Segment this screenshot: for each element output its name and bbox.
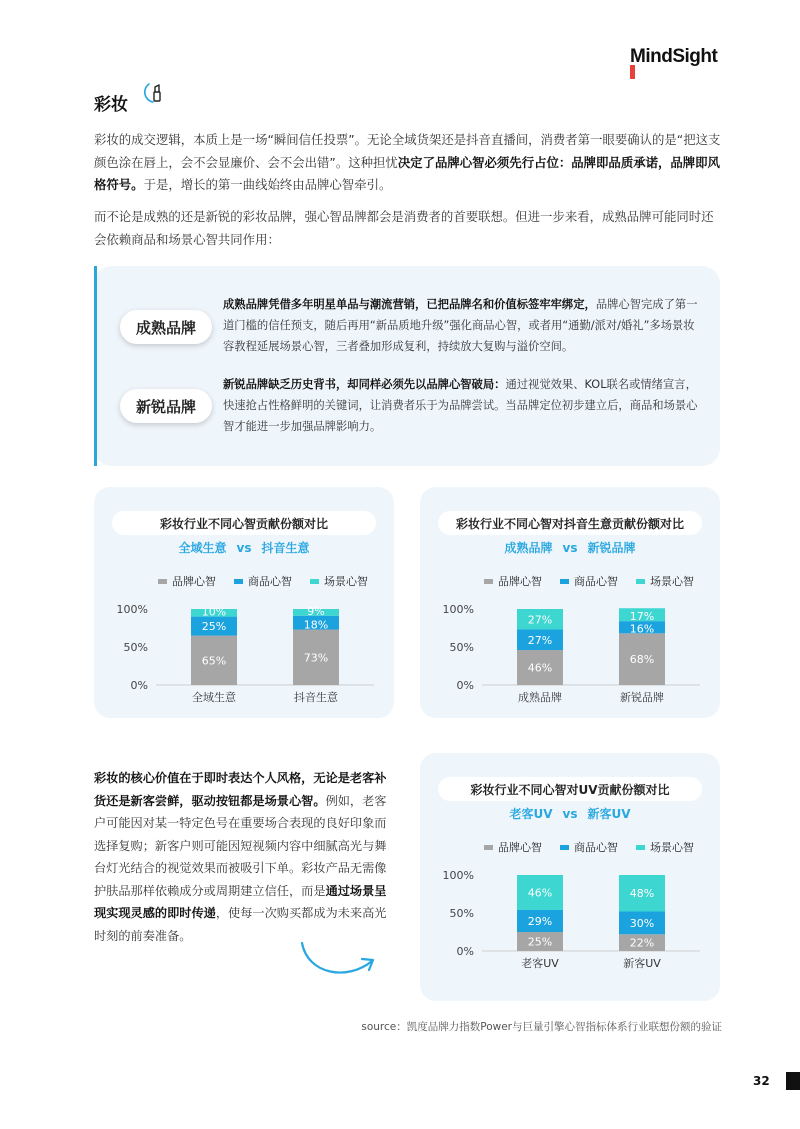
chart-card-old-vs-new-uv bbox=[420, 753, 720, 1001]
legend-swatch bbox=[636, 845, 645, 850]
subtitle-vs: vs bbox=[562, 541, 578, 555]
subtitle-left: 全域生意 bbox=[178, 541, 227, 555]
page-tab-marker bbox=[786, 1072, 800, 1090]
chart-card-all-vs-douyin bbox=[94, 487, 394, 718]
data-label: 22% bbox=[629, 936, 655, 950]
legend-label: 商品心智 bbox=[574, 575, 618, 588]
scene-mind-paragraph bbox=[94, 767, 394, 947]
mature-brand-rest: 品牌心智完成了第一道门槛的信任预支，随后再用“新品质地升级”强化商品心智，或者用“通勤/派对/婚礼”多场景妆容教程延展场景心智，三者叠加形成复利，持续放大复购与溢价空间。 bbox=[223, 298, 698, 353]
data-label: 17% bbox=[629, 610, 655, 624]
legend-swatch bbox=[310, 579, 319, 584]
callout-accent-bar bbox=[94, 266, 97, 466]
mature-brand-description bbox=[223, 294, 701, 357]
data-label: 46% bbox=[527, 661, 553, 675]
legend-swatch bbox=[484, 579, 493, 584]
data-label: 27% bbox=[527, 633, 553, 647]
chart-title: 彩妆行业不同心智贡献份额对比 bbox=[112, 511, 376, 535]
x-tick-label: 新锐品牌 bbox=[620, 691, 664, 704]
intro-run: 决定了品牌心智必须先行占位：品牌即品质承诺，品牌即风格符号。 bbox=[94, 154, 720, 192]
x-tick-label: 新客UV bbox=[623, 957, 661, 970]
subtitle-left: 老客UV bbox=[509, 807, 553, 821]
data-label: 25% bbox=[201, 620, 227, 634]
legend-label: 品牌心智 bbox=[172, 575, 216, 588]
legend-swatch bbox=[560, 845, 569, 850]
x-tick-label: 全域生意 bbox=[192, 691, 236, 704]
data-label: 73% bbox=[303, 651, 329, 665]
legend-swatch bbox=[484, 845, 493, 850]
data-label: 9% bbox=[307, 604, 325, 618]
legend-label: 品牌心智 bbox=[498, 841, 542, 854]
subtitle-right: 新锐品牌 bbox=[587, 541, 636, 555]
subtitle-left: 成熟品牌 bbox=[504, 541, 553, 555]
data-label: 65% bbox=[201, 654, 227, 668]
data-label: 48% bbox=[629, 887, 655, 901]
y-tick-label: 50% bbox=[123, 641, 148, 654]
data-label: 27% bbox=[527, 613, 553, 627]
subtitle-vs: vs bbox=[562, 807, 578, 821]
data-label: 10% bbox=[201, 605, 227, 619]
intro-run: 于是，增长的第一曲线始终由品牌心智牵引。 bbox=[143, 177, 392, 192]
data-label: 25% bbox=[527, 935, 553, 949]
legend-swatch bbox=[158, 579, 167, 584]
intro-paragraph bbox=[94, 129, 722, 197]
legend-label: 场景心智 bbox=[650, 841, 694, 854]
y-tick-label: 0% bbox=[456, 679, 474, 692]
data-label: 16% bbox=[629, 622, 655, 636]
scene-run: 例如，老客户可能因对某一特定色号在重要场合表现的良好印象而选择复购；新客户则可能因短视频内容中细腻高光与舞台灯光结合的视觉效果而被吸引下单。彩妆产品无需像护肤品那样依赖成分或周期建立信任，而是 bbox=[94, 793, 387, 898]
subtitle-right: 新客UV bbox=[587, 807, 631, 821]
mature-brand-bold: 成熟品牌凭借多年明星单品与潮流营销，已把品牌名和价值标签牢牢绑定， bbox=[223, 298, 596, 311]
emerging-brand-bold: 新锐品牌缺乏历史背书，却同样必须先以品牌心智破局： bbox=[223, 378, 506, 391]
arrow-swoosh-icon bbox=[296, 935, 380, 983]
data-label: 29% bbox=[527, 914, 553, 928]
legend-label: 商品心智 bbox=[248, 575, 292, 588]
legend-label: 品牌心智 bbox=[498, 575, 542, 588]
y-tick-label: 100% bbox=[442, 869, 474, 882]
emerging-brand-description bbox=[223, 374, 701, 437]
legend-label: 商品心智 bbox=[574, 841, 618, 854]
legend-swatch bbox=[636, 579, 645, 584]
lipstick-icon bbox=[143, 80, 169, 106]
data-label: 18% bbox=[303, 618, 329, 632]
y-tick-label: 0% bbox=[456, 945, 474, 958]
legend-swatch bbox=[234, 579, 243, 584]
emerging-brand-rest: 通过视觉效果、KOL联名或情绪宣言，快速抢占性格鲜明的关键词，让消费者乐于为品牌尝试。当品牌定位初步建立后，商品和场景心智才能进一步加强品牌影响力。 bbox=[223, 378, 698, 433]
subtitle-vs: vs bbox=[236, 541, 252, 555]
mindsight-logo bbox=[630, 46, 717, 68]
intro-run: 彩妆的成交逻辑，本质上是一场“瞬间信任投票”。无论全域货架还是抖音直播间，消费者第一眼要确认的是“把这支颜色涂在唇上，会不会显廉价、会不会出错”。这种担忧 bbox=[94, 132, 721, 170]
chart-title: 彩妆行业不同心智对UV贡献份额对比 bbox=[438, 777, 702, 801]
data-label: 46% bbox=[527, 886, 553, 900]
page-number: 32 bbox=[753, 1074, 770, 1088]
x-tick-label: 抖音生意 bbox=[294, 691, 338, 704]
subtitle-right: 抖音生意 bbox=[261, 541, 310, 555]
legend-label: 场景心智 bbox=[324, 575, 368, 588]
scene-run: 通过场景呈现实现灵感的即时传递 bbox=[94, 883, 387, 920]
y-tick-label: 50% bbox=[449, 641, 474, 654]
stacked-bar-chart bbox=[420, 753, 720, 1001]
chart-title: 彩妆行业不同心智对抖音生意贡献份额对比 bbox=[438, 511, 702, 535]
source-note: source：凯度品牌力指数Power与巨量引擎心智指标体系行业联想份额的验证 bbox=[361, 1021, 722, 1033]
scene-run: ，使每一次购买都成为未来高光时刻的前奏准备。 bbox=[94, 906, 387, 943]
legend-label: 场景心智 bbox=[650, 575, 694, 588]
stacked-bar-chart bbox=[94, 487, 394, 718]
section-title: 彩妆 bbox=[94, 95, 128, 115]
logo-text: MindSight bbox=[630, 46, 718, 67]
stacked-bar-chart bbox=[420, 487, 720, 718]
emerging-brand-tag: 新锐品牌 bbox=[120, 389, 212, 423]
chart-card-mature-vs-emerging bbox=[420, 487, 720, 718]
y-tick-label: 0% bbox=[130, 679, 148, 692]
y-tick-label: 100% bbox=[116, 603, 148, 616]
mature-brand-tag: 成熟品牌 bbox=[120, 310, 212, 344]
secondary-paragraph: 而不论是成熟的还是新锐的彩妆品牌，强心智品牌都会是消费者的首要联想。但进一步来看，成熟品牌可能同时还会依赖商品和场景心智共同作用： bbox=[94, 209, 714, 247]
data-label: 30% bbox=[629, 916, 655, 930]
y-tick-label: 100% bbox=[442, 603, 474, 616]
scene-run: 彩妆的核心价值在于即时表达个人风格，无论是老客补货还是新客尝鲜，驱动按钮都是场景心智。 bbox=[94, 771, 387, 808]
x-tick-label: 老客UV bbox=[521, 957, 559, 970]
legend-swatch bbox=[560, 579, 569, 584]
y-tick-label: 50% bbox=[449, 907, 474, 920]
x-tick-label: 成熟品牌 bbox=[518, 691, 562, 704]
data-label: 68% bbox=[629, 653, 655, 667]
